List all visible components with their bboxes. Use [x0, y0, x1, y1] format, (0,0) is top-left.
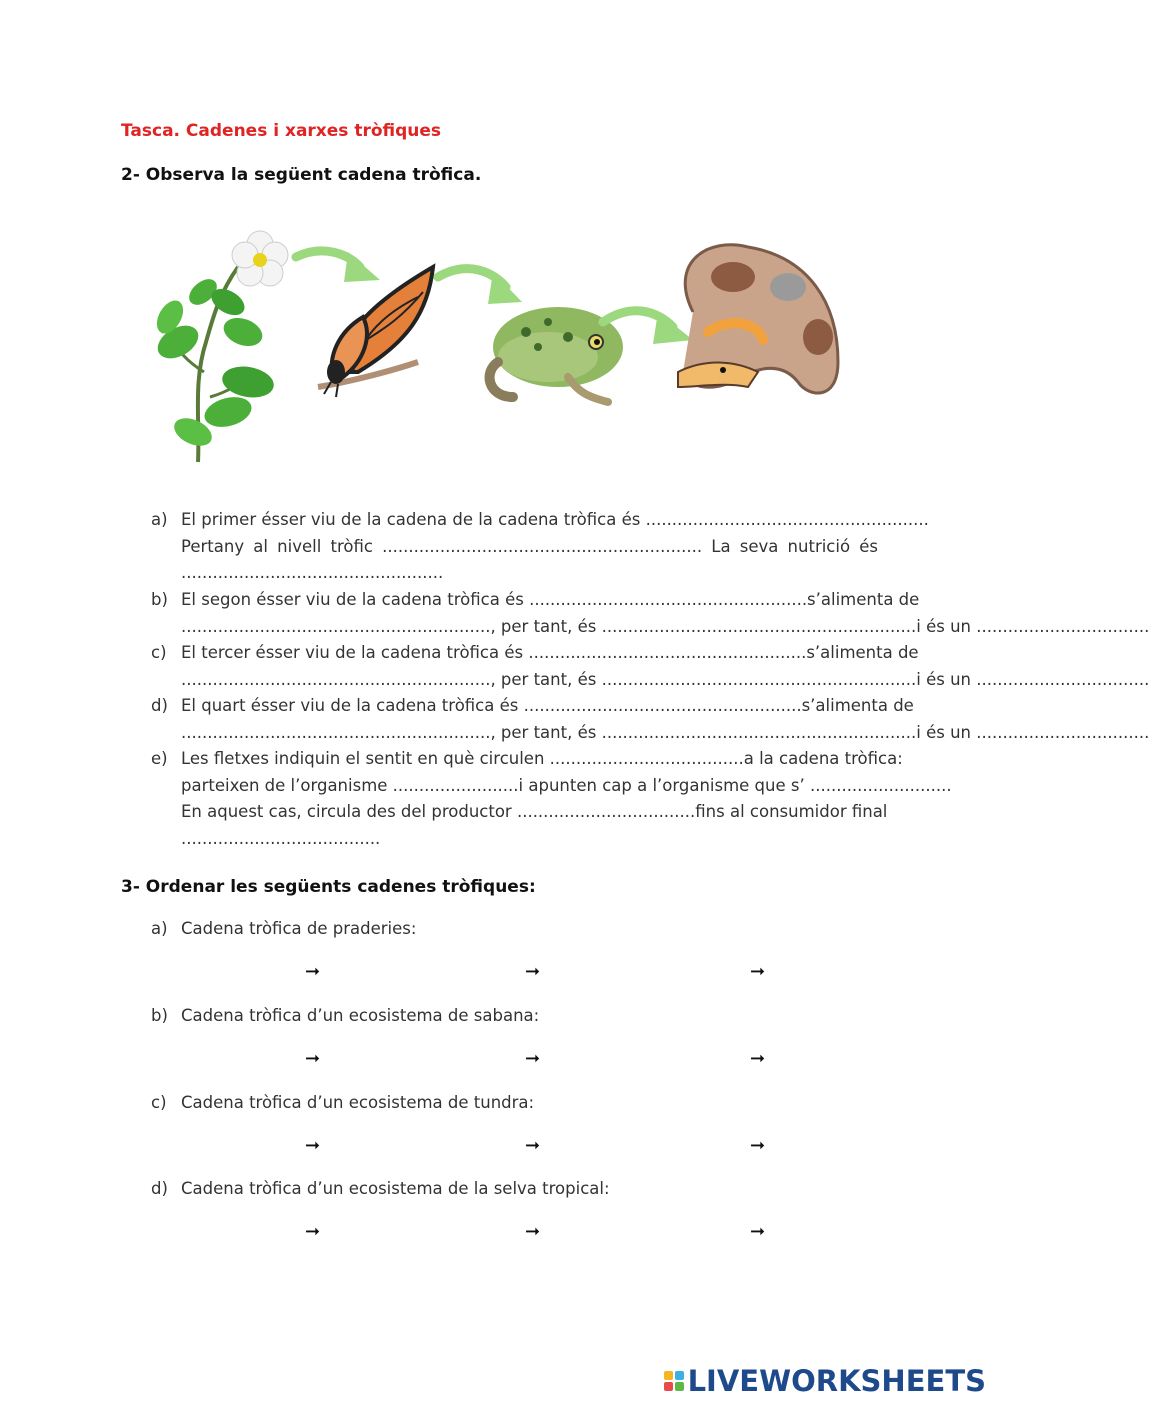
question-2-item-a	[181, 510, 929, 590]
text-line-content: El tercer ésser viu de la cadena tròfica és .....................................................s’alimenta de	[181, 643, 919, 662]
question-2-item-b	[181, 590, 1149, 643]
text-line[interactable]	[181, 563, 878, 590]
question-2-item-e	[181, 749, 952, 855]
text-line[interactable]	[181, 590, 920, 617]
arrow-right-icon: ➞	[750, 1048, 766, 1069]
item-marker: a)	[151, 919, 168, 938]
liveworksheets-logo-icon	[664, 1371, 684, 1391]
item-marker: c)	[151, 643, 167, 662]
text-line[interactable]	[181, 775, 952, 803]
arrow-right-icon: ➞	[305, 1048, 321, 1069]
chain-label-sabana: Cadena tròfica d’un ecosistema de sabana:	[181, 1006, 540, 1025]
item-marker: c)	[151, 1093, 167, 1112]
text-line-content: ..........................................................., per tant, és ............................................................i és un .................................	[181, 669, 1149, 689]
text-line-content: En aquest cas, circula des del productor ..................................fins al consumidor final	[181, 802, 888, 821]
arrow-right-icon: ➞	[525, 1221, 541, 1242]
text-line-content: Pertany al nivell tròfic ............................................................. La seva nutrició és	[181, 536, 878, 556]
logo-text: LIVEWORKSHEETS	[687, 1364, 986, 1398]
item-marker: a)	[151, 510, 168, 529]
text-line[interactable]	[181, 829, 878, 856]
text-line-content: ..........................................................., per tant, és ............................................................i és un .................................	[181, 722, 1149, 742]
question-3-heading: 3- Ordenar les següents cadenes tròfiques:	[121, 877, 536, 897]
arrow-right-icon: ➞	[750, 961, 766, 982]
text-line[interactable]	[181, 669, 1149, 697]
text-line-content: El primer ésser viu de la cadena de la cadena tròfica és ......................................................	[181, 510, 929, 529]
text-line-content: El quart ésser viu de la cadena tròfica és .....................................................s’alimenta de	[181, 696, 914, 715]
text-line-content: ..........................................................., per tant, és ............................................................i és un .................................	[181, 616, 1149, 636]
arrow-right-icon: ➞	[525, 1048, 541, 1069]
arrow-right-icon: ➞	[525, 961, 541, 982]
question-2-item-c	[181, 643, 1149, 696]
arrow-right-icon: ➞	[750, 1135, 766, 1156]
worksheet-title: Tasca. Cadenes i xarxes tròfiques	[121, 121, 442, 141]
text-line[interactable]	[181, 643, 919, 670]
arrow-right-icon: ➞	[305, 1221, 321, 1242]
food-chain-illustration	[148, 222, 848, 472]
text-line[interactable]	[181, 616, 1149, 644]
item-marker: b)	[151, 590, 168, 609]
text-line[interactable]	[181, 722, 1149, 750]
arrow-right-icon: ➞	[305, 961, 321, 982]
chain-label-selva: Cadena tròfica d’un ecosistema de la selva tropical:	[181, 1179, 610, 1198]
chain-label-praderies: Cadena tròfica de praderies:	[181, 919, 417, 938]
text-line-content: Les fletxes indiquin el sentit en què circulen .....................................a la cadena tròfica:	[181, 749, 903, 768]
text-line[interactable]	[181, 510, 929, 537]
text-line-content: El segon ésser viu de la cadena tròfica és .....................................................s’alimenta de	[181, 590, 920, 609]
text-line[interactable]	[181, 749, 903, 776]
plant-image	[151, 231, 288, 462]
butterfly-image	[318, 267, 433, 397]
snake-image	[678, 245, 838, 393]
question-2-item-d	[181, 696, 1149, 749]
text-line[interactable]	[181, 802, 888, 829]
liveworksheets-logo[interactable]	[664, 1364, 986, 1398]
text-line-content: ..................................................	[181, 563, 444, 582]
arrow-right-icon: ➞	[305, 1135, 321, 1156]
arrow-right-icon: ➞	[750, 1221, 766, 1242]
chain-label-tundra: Cadena tròfica d’un ecosistema de tundra:	[181, 1093, 535, 1112]
item-marker: d)	[151, 696, 168, 715]
item-marker: d)	[151, 1179, 168, 1198]
text-line-content: parteixen de l’organisme ........................i apunten cap a l’organisme que s’ ...........................	[181, 775, 952, 795]
text-line-content: ......................................	[181, 828, 381, 848]
item-marker: e)	[151, 749, 168, 768]
text-line[interactable]	[181, 537, 878, 564]
item-marker: b)	[151, 1006, 168, 1025]
question-2-heading: 2- Observa la següent cadena tròfica.	[121, 165, 482, 185]
text-line[interactable]	[181, 696, 914, 723]
arrow-right-icon: ➞	[525, 1135, 541, 1156]
